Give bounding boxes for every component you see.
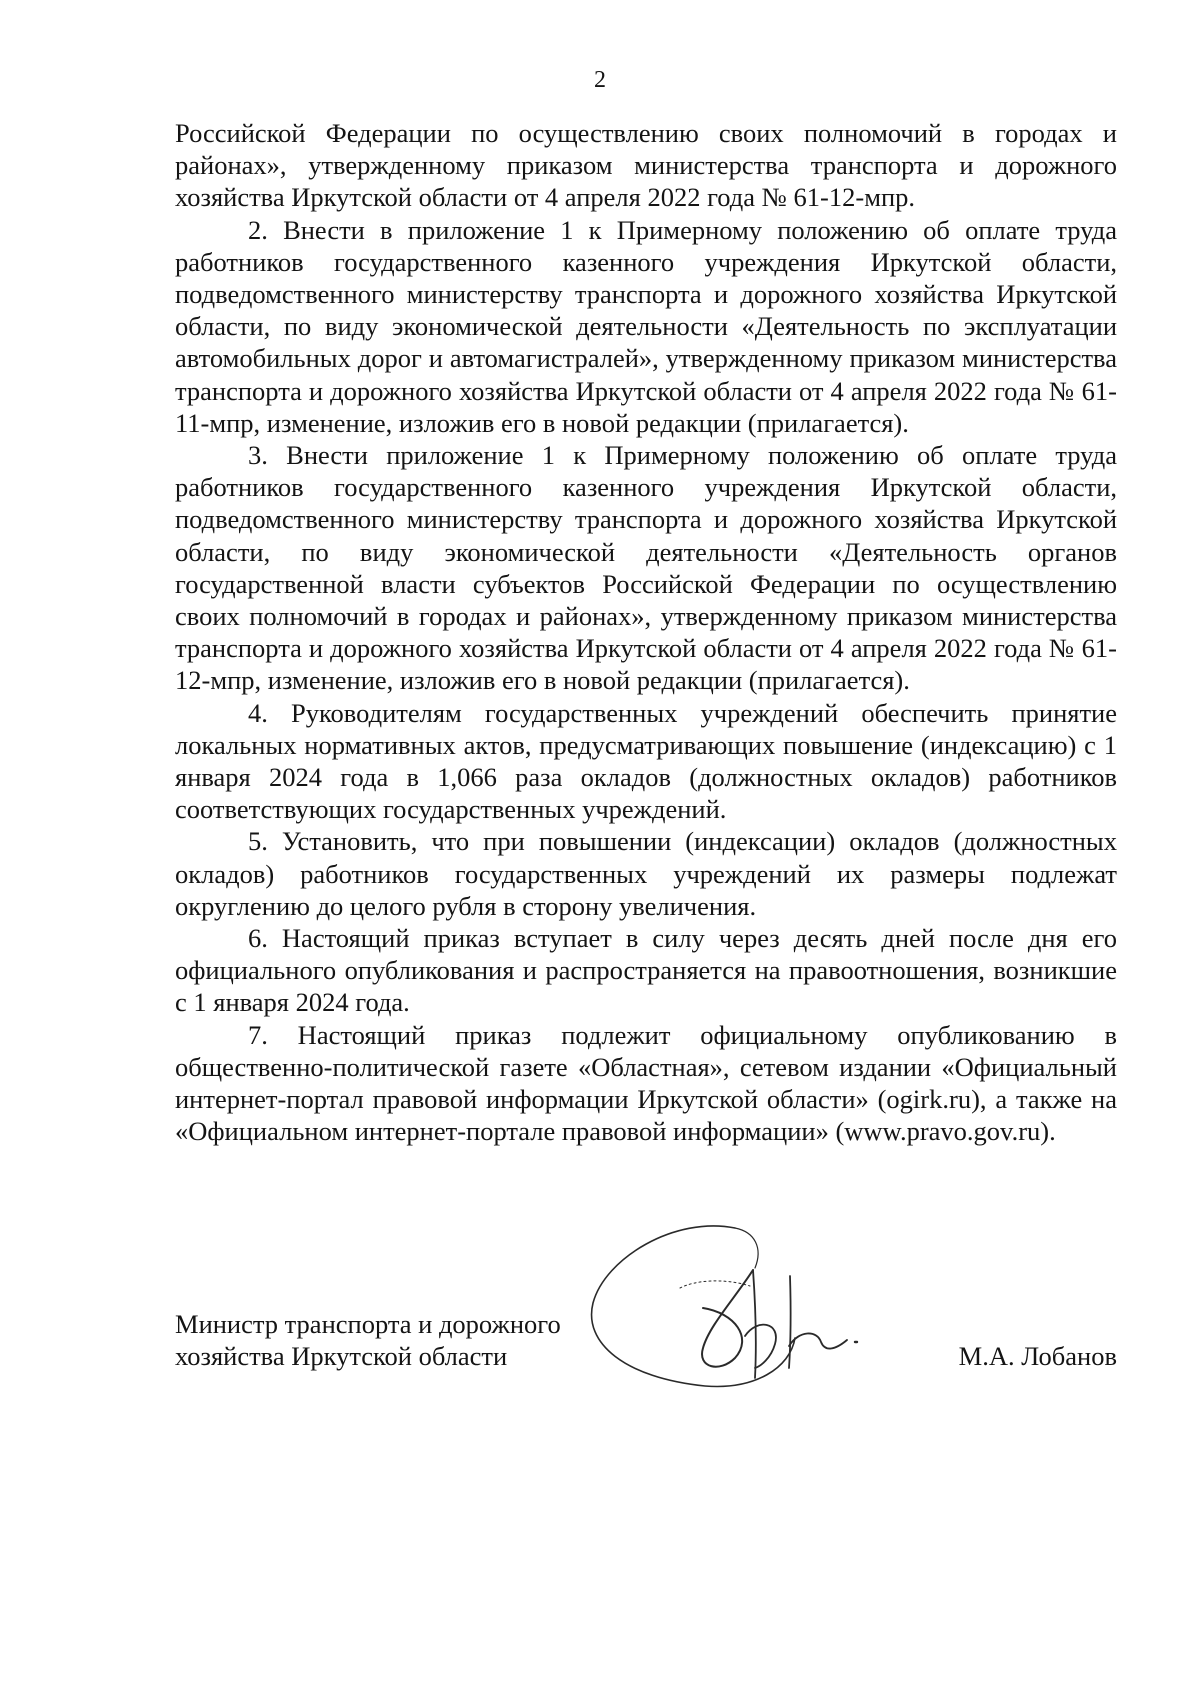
- paragraph-item-3: 3. Внести приложение 1 к Примерному положению об оплате труда работников государственного казенного учреждения Иркутской области, подведомственного министерству транспорта и дорожного хозяйства Иркутской области, по виду экономической деятельности «Деятельность органов государственной власти субъектов Российской Федерации по осуществлению своих полномочий в городах и районах», утвержденному приказом министерства транспорта и дорожного хозяйства Иркутской области от 4 апреля 2022 года № 61-12-мпр, изменение, изложив его в новой редакции (прилагается).: [175, 440, 1117, 696]
- paragraph-item-7: 7. Настоящий приказ подлежит официальному опубликованию в общественно-политической газете «Областная», сетевом издании «Официальный интернет-портал правовой информации Иркутской области» (ogirk.ru), а также на «Официальном интернет-портале правовой информации» (www.pravo.gov.ru).: [175, 1019, 1117, 1147]
- document-body: [175, 117, 1117, 1148]
- signer-position-line-1: Министр транспорта и дорожного: [175, 1309, 561, 1339]
- paragraph-continuation: Российской Федерации по осуществлению своих полномочий в городах и районах», утвержденному приказом министерства транспорта и дорожного хозяйства Иркутской области от 4 апреля 2022 года № 61-12-мпр.: [175, 118, 1117, 213]
- paragraph-item-4: 4. Руководителям государственных учреждений обеспечить принятие локальных нормативных актов, предусматривающих повышение (индексацию) с 1 января 2024 года в 1,066 раза окладов (должностных окладов) работников соответствующих государственных учреждений.: [175, 697, 1117, 825]
- signer-name: М.А. Лобанов: [958, 1341, 1117, 1371]
- paragraph-item-6: 6. Настоящий приказ вступает в силу через десять дней после дня его официального опубликования и распространяется на правоотношения, возникшие с 1 января 2024 года.: [175, 923, 1117, 1018]
- signer-position: [175, 1308, 561, 1372]
- page-number: 2: [594, 67, 606, 93]
- signer-position-line-2: хозяйства Иркутской области: [175, 1341, 508, 1372]
- paragraph-item-2: 2. Внести в приложение 1 к Примерному положению об оплате труда работников государственного казенного учреждения Иркутской области, подведомственного министерству транспорта и дорожного хозяйства Иркутской области, по виду экономической деятельности «Деятельность по эксплуатации автомобильных дорог и автомагистралей», утвержденному приказом министерства транспорта и дорожного хозяйства Иркутской области от 4 апреля 2022 года № 61-11-мпр, изменение, изложив его в новой редакции (прилагается).: [175, 214, 1117, 438]
- paragraph-item-5: 5. Установить, что при повышении (индексации) окладов (должностных окладов) работников государственных учреждений их размеры подлежат округлению до целого рубля в сторону увеличения.: [175, 826, 1117, 921]
- signature-block: [175, 1308, 1117, 1398]
